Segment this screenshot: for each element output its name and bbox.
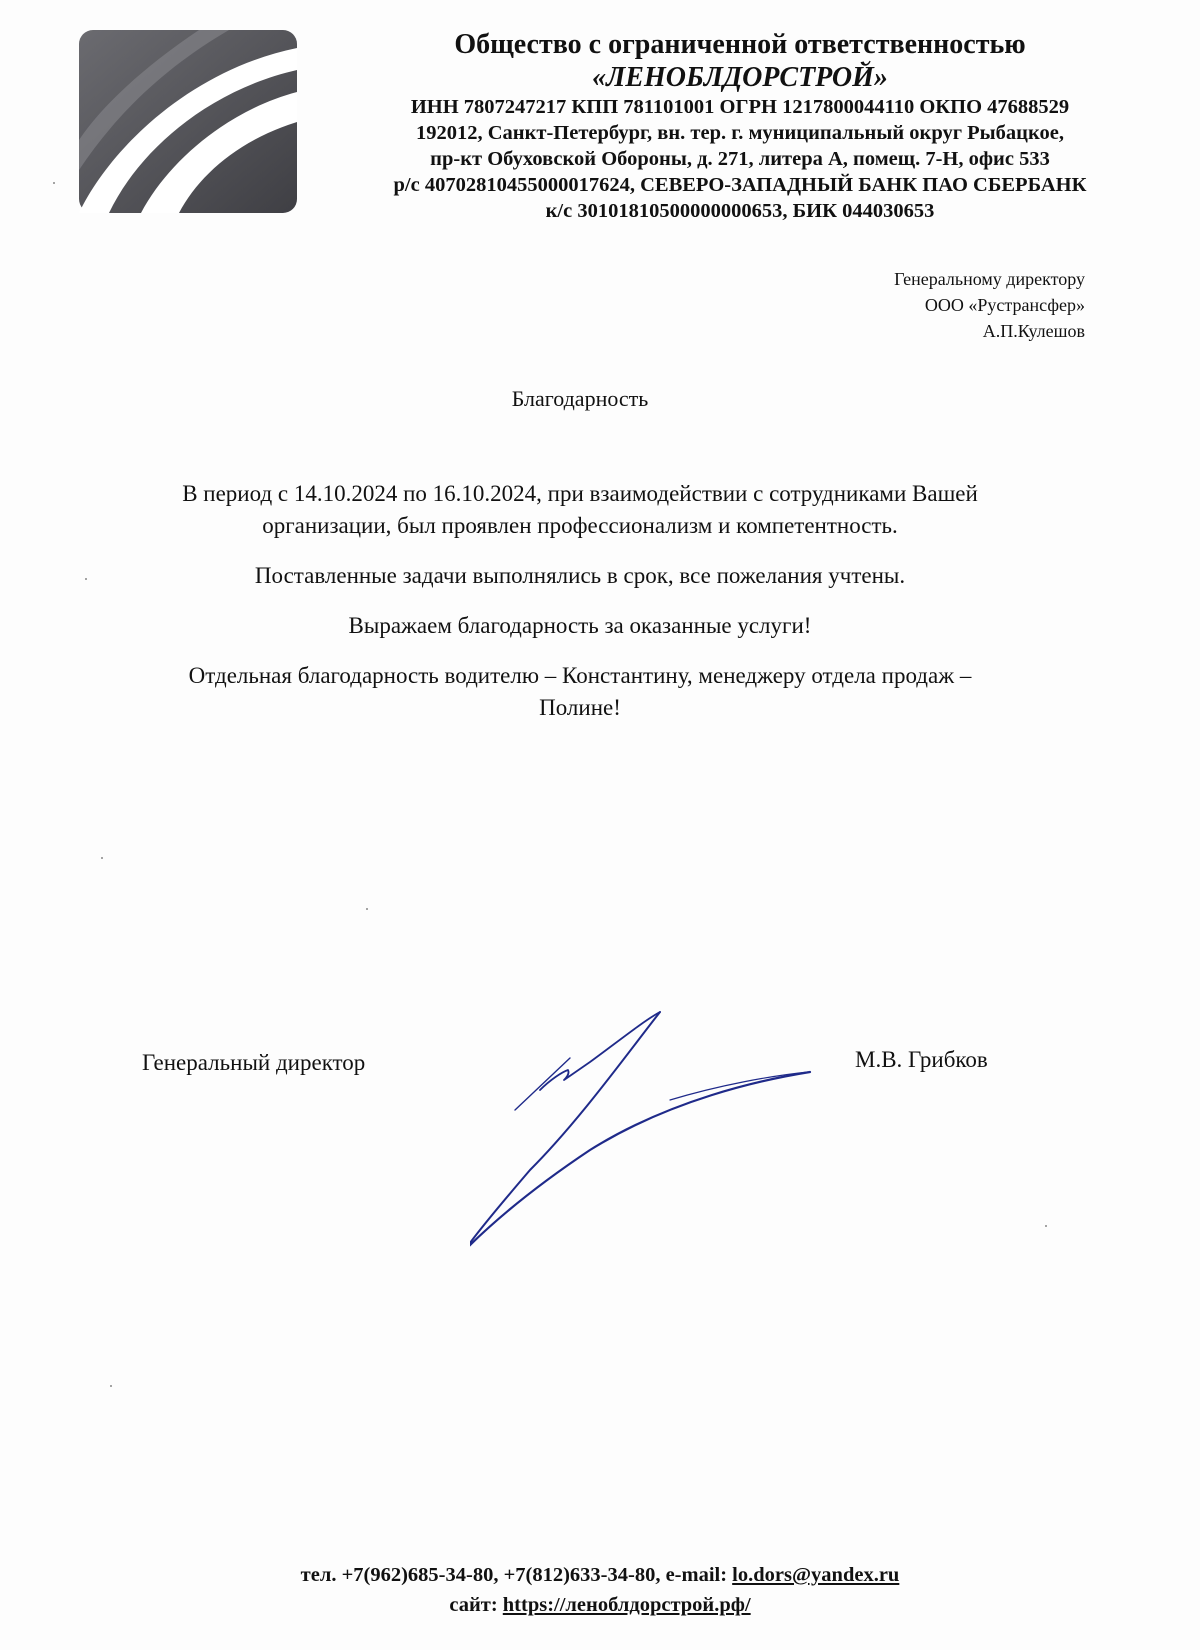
footer-site-link[interactable]: https://леноблдорстрой.рф/: [502, 1594, 751, 1616]
org-form: Общество с ограниченной ответственностью: [454, 29, 1026, 60]
scan-speck: [101, 857, 103, 859]
paragraph-1-line-1: В период с 14.10.2024 по 16.10.2024, при взаимодействии с сотрудниками Вашей: [182, 481, 978, 506]
footer-site: [0, 1590, 1200, 1620]
company-logo: [79, 30, 297, 213]
footer-contacts: [0, 1560, 1200, 1590]
paragraph-2: Поставленные задачи выполнялись в срок, все пожелания учтены.: [254, 563, 906, 588]
handwritten-signature: [470, 1010, 870, 1255]
addressee-company: ООО «Рустрансфер»: [924, 295, 1085, 315]
corr-account-line: к/с 30101810500000000653, БИК 044030653: [545, 200, 935, 222]
address-line-2: пр-кт Обуховской Обороны, д. 271, литера А, помещ. 7-Н, офис 533: [430, 148, 1050, 170]
signatory-name: М.В. Грибков: [855, 1047, 988, 1072]
addressee-position: Генеральному директору: [894, 269, 1085, 289]
footer-site-prefix: сайт:: [449, 1594, 503, 1616]
letterhead: [300, 28, 1180, 224]
paragraph-4-line-2: Полине!: [539, 695, 621, 720]
scan-speck: [110, 1385, 112, 1387]
scan-speck: [53, 182, 55, 184]
scan-speck: [85, 578, 87, 580]
paragraph-4: [60, 660, 1100, 724]
footer-phones: тел. +7(962)685-34-80, +7(812)633-34-80, e-mail:: [300, 1564, 733, 1586]
addressee-block: [894, 266, 1085, 344]
scan-speck: [366, 908, 368, 910]
scan-speck: [1045, 1225, 1047, 1227]
signatory-position: Генеральный директор: [142, 1050, 366, 1075]
paragraph-1: [60, 478, 1100, 542]
paragraph-4-line-1: Отдельная благодарность водителю – Константину, менеджеру отдела продаж –: [188, 663, 972, 688]
address-line-1: 192012, Санкт-Петербург, вн. тер. г. муниципальный округ Рыбацкое,: [415, 122, 1065, 144]
paragraph-3: Выражаем благодарность за оказанные услуги!: [348, 613, 812, 638]
requisites-line: ИНН 7807247217 КПП 781101001 ОГРН 1217800044110 ОКПО 47688529: [410, 96, 1070, 118]
footer-email-link[interactable]: lo.dors@yandex.ru: [732, 1564, 900, 1586]
paragraph-1-line-2: организации, был проявлен профессионализм и компетентность.: [262, 513, 898, 538]
footer: [0, 1560, 1200, 1620]
letter-body: [60, 478, 1100, 742]
document-title: Благодарность: [511, 386, 649, 411]
addressee-name: А.П.Кулешов: [982, 321, 1085, 341]
org-name: «ЛЕНОБЛДОРСТРОЙ»: [592, 62, 888, 93]
bank-line: р/с 40702810455000017624, СЕВЕРО-ЗАПАДНЫЙ БАНК ПАО СБЕРБАНК: [393, 174, 1087, 196]
